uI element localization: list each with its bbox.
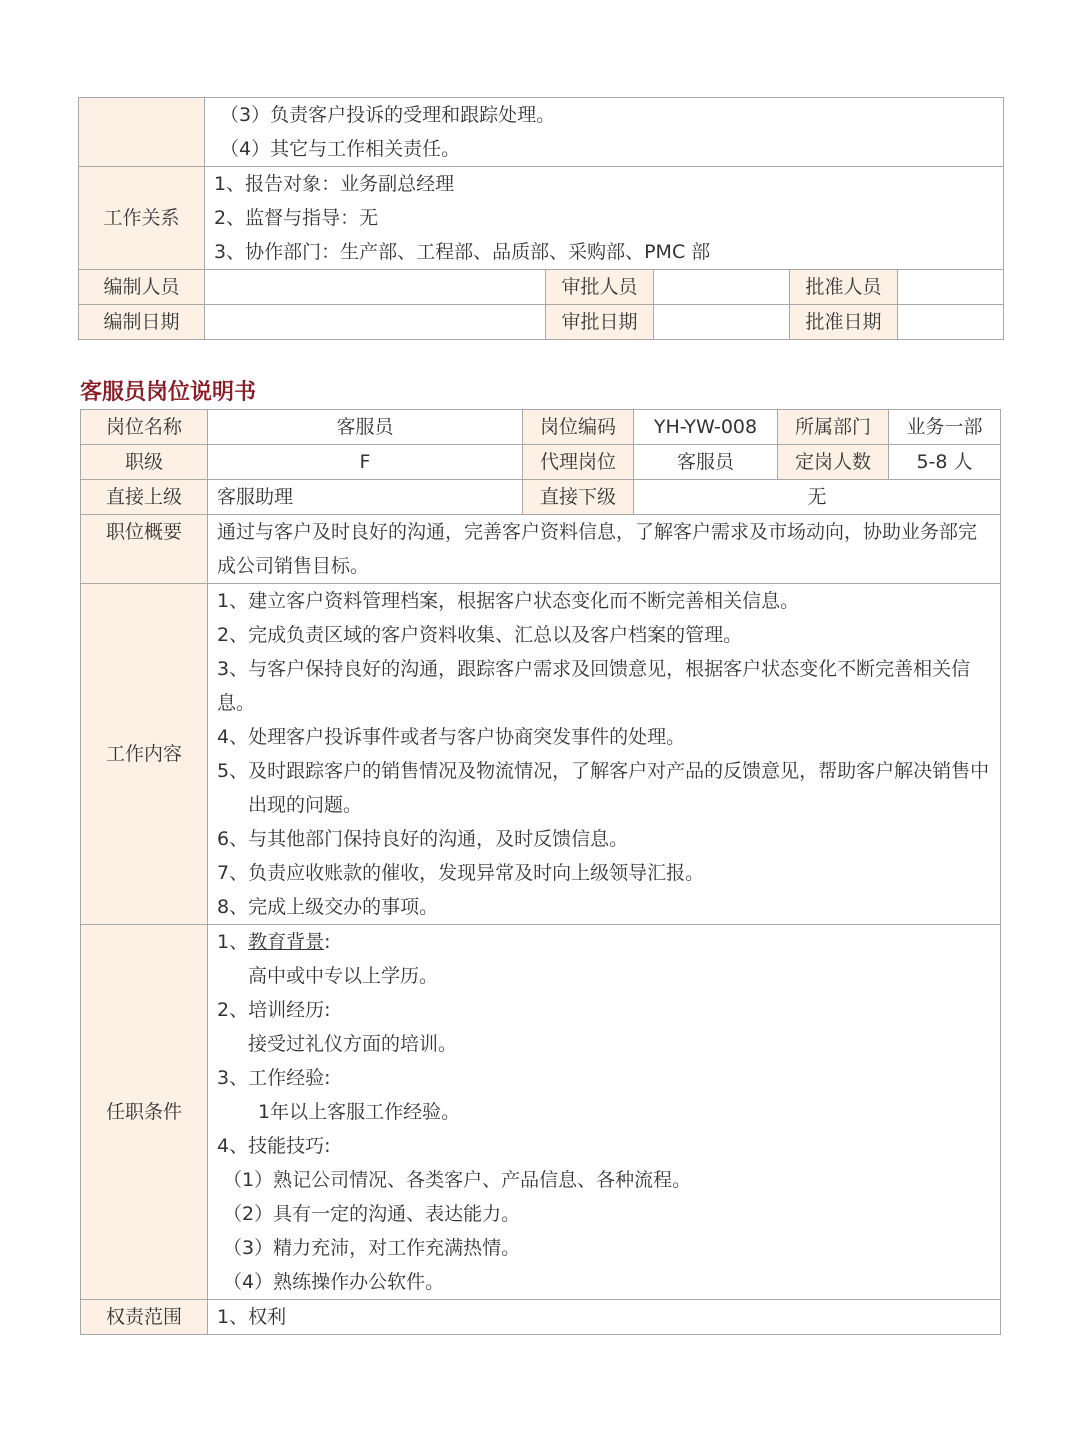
qualification-label: 任职条件 [81, 925, 208, 1300]
scope-label: 权责范围 [81, 1300, 208, 1335]
reviewer-label: 审批人员 [546, 270, 654, 305]
review-date-value [654, 305, 790, 340]
empty-label-cell [79, 98, 205, 167]
approver-value [898, 270, 1004, 305]
skills-heading: 4、技能技巧: [217, 1135, 331, 1157]
approve-date-value [898, 305, 1004, 340]
responsibility-line: （3）负责客户投诉的受理和跟踪处理。 [220, 104, 556, 126]
content-item: 7、负责应收账款的催收，发现异常及时向上级领导汇报。 [217, 862, 705, 884]
experience-heading: 3、工作经验: [217, 1067, 331, 1089]
compile-date-value [205, 305, 546, 340]
content-item: 1、建立客户资料管理档案，根据客户状态变化而不断完善相关信息。 [217, 590, 800, 612]
superior-value: 客服助理 [208, 480, 523, 515]
content-item: 8、完成上级交办的事项。 [217, 896, 439, 918]
department-label: 所属部门 [778, 410, 889, 445]
previous-job-description-table [78, 97, 1004, 340]
content-item: 5、及时跟踪客户的销售情况及物流情况，了解客户对产品的反馈意见，帮助客户解决销售中出现的问题。 [217, 760, 990, 816]
work-content-cell [208, 584, 1001, 925]
approver-label: 批准人员 [790, 270, 898, 305]
previous-responsibilities-cell [205, 98, 1004, 167]
work-content-label: 工作内容 [81, 584, 208, 925]
skill-item: （2）具有一定的沟通、表达能力。 [223, 1203, 521, 1225]
skill-item: （1）熟记公司情况、各类客户、产品信息、各种流程。 [223, 1169, 692, 1191]
deputy-label: 代理岗位 [523, 445, 634, 480]
summary-label: 职位概要 [81, 515, 208, 584]
grade-value: F [208, 445, 523, 480]
experience-value: 1年以上客服工作经验。 [258, 1101, 461, 1123]
training-value: 接受过礼仪方面的培训。 [248, 1033, 458, 1055]
relation-line: 3、协作部门：生产部、工程部、品质部、采购部、PMC 部 [214, 241, 711, 263]
work-relation-label: 工作关系 [79, 167, 205, 270]
qualification-cell [208, 925, 1001, 1300]
content-item: 6、与其他部门保持良好的沟通，及时反馈信息。 [217, 828, 629, 850]
position-name-value: 客服员 [208, 410, 523, 445]
skill-item: （3）精力充沛，对工作充满热情。 [223, 1237, 521, 1259]
relation-line: 1、报告对象：业务副总经理 [214, 173, 455, 195]
responsibility-line: （4）其它与工作相关责任。 [220, 138, 461, 160]
compiler-label: 编制人员 [79, 270, 205, 305]
relation-line: 2、监督与指导：无 [214, 207, 379, 229]
reviewer-value [654, 270, 790, 305]
training-heading: 2、培训经历: [217, 999, 331, 1021]
content-item: 2、完成负责区域的客户资料收集、汇总以及客户档案的管理。 [217, 624, 743, 646]
headcount-value: 5-8 人 [889, 445, 1001, 480]
customer-service-job-description-table [80, 409, 1001, 1335]
superior-label: 直接上级 [81, 480, 208, 515]
content-item: 3、与客户保持良好的沟通，跟踪客户需求及回馈意见，根据客户状态变化不断完善相关信息。 [217, 658, 971, 714]
summary-value: 通过与客户及时良好的沟通，完善客户资料信息，了解客户需求及市场动向，协助业务部完成公司销售目标。 [208, 515, 1001, 584]
education-colon: : [324, 931, 331, 953]
approve-date-label: 批准日期 [790, 305, 898, 340]
subordinate-value: 无 [634, 480, 1001, 515]
compiler-value [205, 270, 546, 305]
content-item: 4、处理客户投诉事件或者与客户协商突发事件的处理。 [217, 726, 686, 748]
headcount-label: 定岗人数 [778, 445, 889, 480]
scope-value: 1、权利 [208, 1300, 1001, 1335]
education-value: 高中或中专以上学历。 [248, 965, 439, 987]
document-title: 客服员岗位说明书 [80, 379, 257, 405]
skill-item: （4）熟练操作办公软件。 [223, 1271, 445, 1293]
education-title: 教育背景 [248, 931, 325, 953]
compile-date-label: 编制日期 [79, 305, 205, 340]
department-value: 业务一部 [889, 410, 1001, 445]
position-code-value: YH-YW-008 [634, 410, 778, 445]
position-name-label: 岗位名称 [81, 410, 208, 445]
subordinate-label: 直接下级 [523, 480, 634, 515]
deputy-value: 客服员 [634, 445, 778, 480]
grade-label: 职级 [81, 445, 208, 480]
review-date-label: 审批日期 [546, 305, 654, 340]
education-heading [217, 925, 991, 959]
education-prefix: 1、 [217, 931, 249, 953]
work-relation-cell [205, 167, 1004, 270]
position-code-label: 岗位编码 [523, 410, 634, 445]
